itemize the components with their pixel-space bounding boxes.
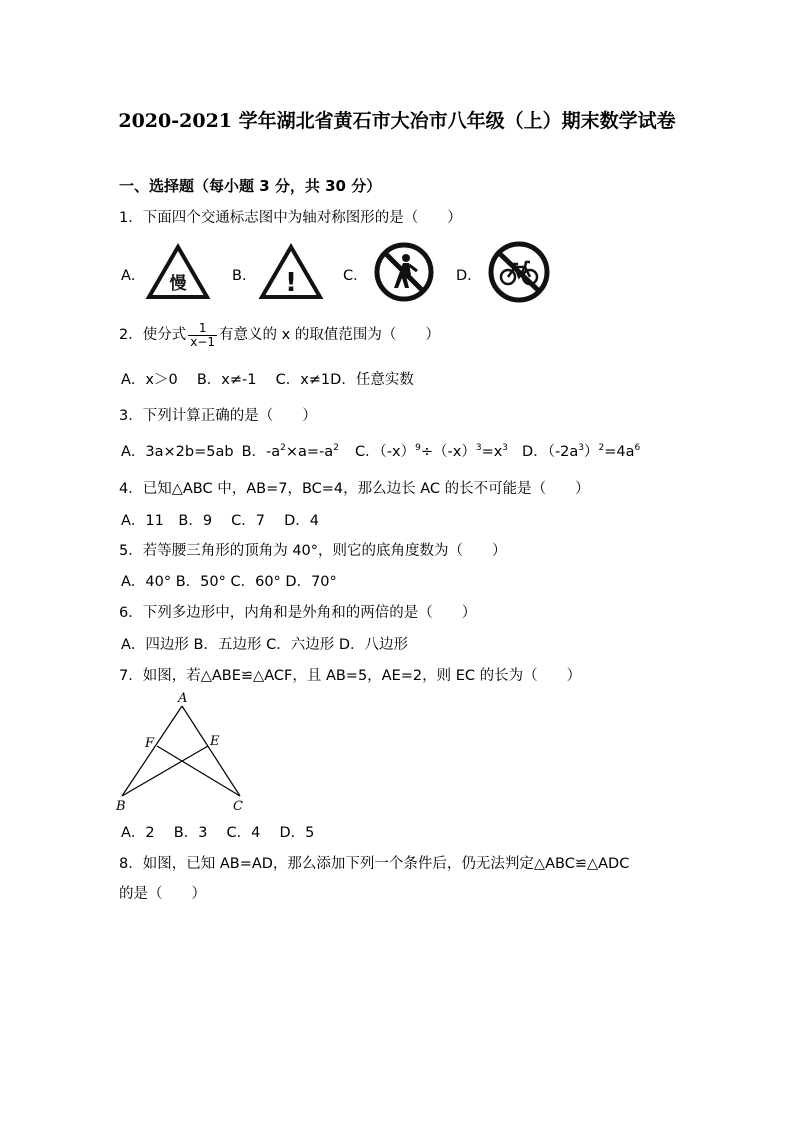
label-c: C — [233, 799, 243, 814]
label-f: F — [145, 736, 155, 751]
no-pedestrian-sign-icon — [373, 241, 435, 303]
q1-label-c: C． — [343, 268, 368, 284]
question-8-stem-line2: 的是（ ） — [119, 886, 206, 902]
q3-option-a: A．3a×2b=5ab — [121, 444, 234, 460]
q3-option-d: D．$(-2a^3)^2=4a^6$ — [522, 443, 641, 460]
label-b: B — [116, 799, 126, 814]
question-1-stem: 1．下面四个交通标志图中为轴对称图形的是（ ） — [119, 210, 462, 226]
segment-be — [122, 746, 208, 796]
triangle-figure — [112, 690, 252, 814]
q1-label-d: D． — [456, 268, 482, 284]
q2-fraction — [188, 322, 217, 348]
q1-label-b: B． — [232, 268, 257, 284]
question-5-stem: 5．若等腰三角形的顶角为 40°，则它的底角度数为（ ） — [119, 543, 507, 559]
q1-label-a: A． — [121, 268, 146, 284]
q3-option-c: C．$(-x)^9\div(-x)^3=x^3$ — [354, 443, 509, 460]
q2-frac-num: 1 — [188, 322, 217, 336]
q4-options: A．11 B．9 C．7 D．4 — [121, 513, 320, 529]
section-heading-choice: 一、选择题（每小题 3 分，共 30 分） — [119, 177, 382, 195]
label-a: A — [178, 691, 188, 706]
slow-sign-icon — [145, 243, 211, 301]
q2-frac-den: x−1 — [190, 334, 216, 349]
segment-ab — [122, 706, 182, 796]
q3-options — [121, 440, 640, 461]
question-2-stem — [119, 322, 440, 348]
question-8-stem-line1: 8．如图，已知 AB=AD，那么添加下列一个条件后，仍无法判定△ABC≌△ADC — [119, 856, 630, 872]
q3-option-b: B．$-a^2\times a=-a^2$ — [241, 443, 339, 460]
question-3-stem: 3．下列计算正确的是（ ） — [119, 408, 317, 424]
no-bicycle-sign-icon — [485, 241, 553, 303]
question-7-stem: 7．如图，若△ABE≌△ACF，且 AB=5，AE=2，则 EC 的长为（ ） — [119, 668, 582, 684]
segment-ac — [182, 706, 240, 796]
q6-options: A．四边形 B．五边形 C．六边形 D．八边形 — [121, 637, 408, 653]
segment-cf — [157, 746, 240, 796]
page-title: 2020-2021 学年湖北省黄石市大冶市八年级（上）期末数学试卷 — [118, 110, 676, 132]
q7-options: A．2 B．3 C．4 D．5 — [121, 825, 315, 841]
question-4-stem: 4．已知△ABC 中，AB=7，BC=4，那么边长 AC 的长不可能是（ ） — [119, 481, 590, 497]
warning-sign-char: ! — [285, 268, 297, 298]
q5-options: A．40° B．50° C．60° D．70° — [121, 574, 337, 590]
label-e: E — [210, 734, 220, 749]
q2-options: A．x＞0 B．x≠-1 C．x≠1D．任意实数 — [121, 372, 414, 388]
slow-sign-char: 慢 — [169, 274, 187, 294]
question-6-stem: 6．下列多边形中，内角和是外角和的两倍的是（ ） — [119, 605, 477, 621]
q2-stem-pre: 2．使分式 — [119, 327, 187, 344]
warning-sign-icon — [258, 243, 324, 301]
q2-stem-post: 有意义的 x 的取值范围为（ ） — [219, 327, 440, 344]
